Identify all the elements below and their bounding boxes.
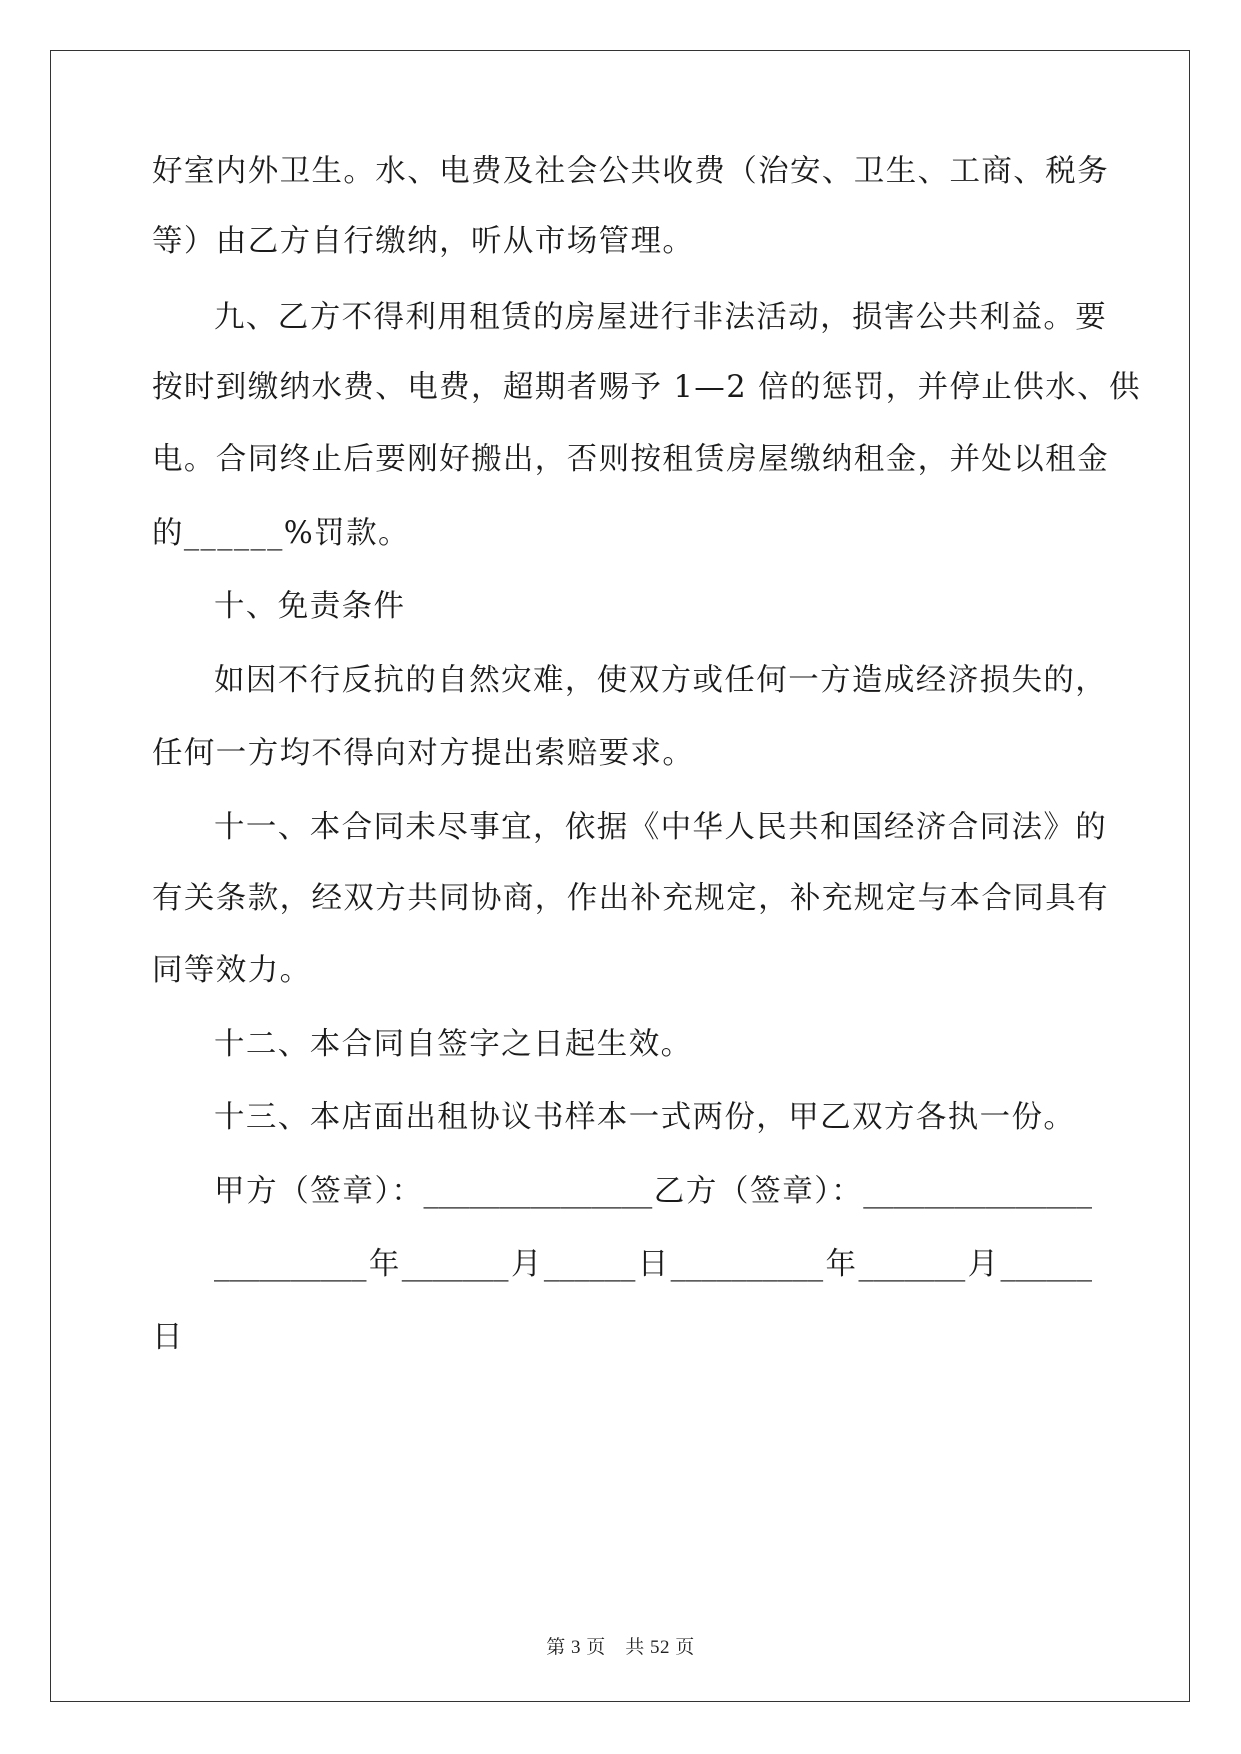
date-line: __________年_______月______日__________年_______月______ [214, 1247, 1092, 1282]
paragraph-line: 等）由乙方自行缴纳，听从市场管理。 [152, 224, 695, 259]
paragraph-line: 好室内外卫生。水、电费及社会公共收费（治安、卫生、工商、税务 [152, 154, 1109, 189]
date-line-end: 日 [152, 1320, 184, 1355]
clause-9-line: 按时到缴纳水费、电费，超期者赐予 1—2 倍的惩罚，并停止供水、供 [152, 370, 1141, 405]
clause-10-line: 如因不行反抗的自然灾难，使双方或任何一方造成经济损失的， [214, 663, 1108, 698]
clause-9-line: 电。合同终止后要刚好搬出，否则按租赁房屋缴纳租金，并处以租金 [152, 442, 1109, 477]
signature-line: 甲方（签章）：_______________乙方（签章）：_______________ [214, 1174, 1092, 1209]
clause-9-line: 的______%罚款。 [152, 516, 410, 551]
clause-11-line: 十一、本合同未尽事宜，依据《中华人民共和国经济合同法》的 [214, 810, 1108, 845]
clause-12-line: 十二、本合同自签字之日起生效。 [214, 1027, 693, 1062]
clause-11-line: 有关条款，经双方共同协商，作出补充规定，补充规定与本合同具有 [152, 881, 1109, 916]
clause-10-heading: 十、免责条件 [214, 589, 406, 624]
clause-9-line: 九、乙方不得利用租赁的房屋进行非法活动，损害公共利益。要 [214, 300, 1108, 335]
page-number: 第 3 页 共 52 页 [546, 1637, 695, 1658]
clause-10-line: 任何一方均不得向对方提出索赔要求。 [152, 736, 695, 771]
clause-13-line: 十三、本店面出租协议书样本一式两份，甲乙双方各执一份。 [214, 1100, 1076, 1135]
clause-11-line: 同等效力。 [152, 953, 312, 988]
